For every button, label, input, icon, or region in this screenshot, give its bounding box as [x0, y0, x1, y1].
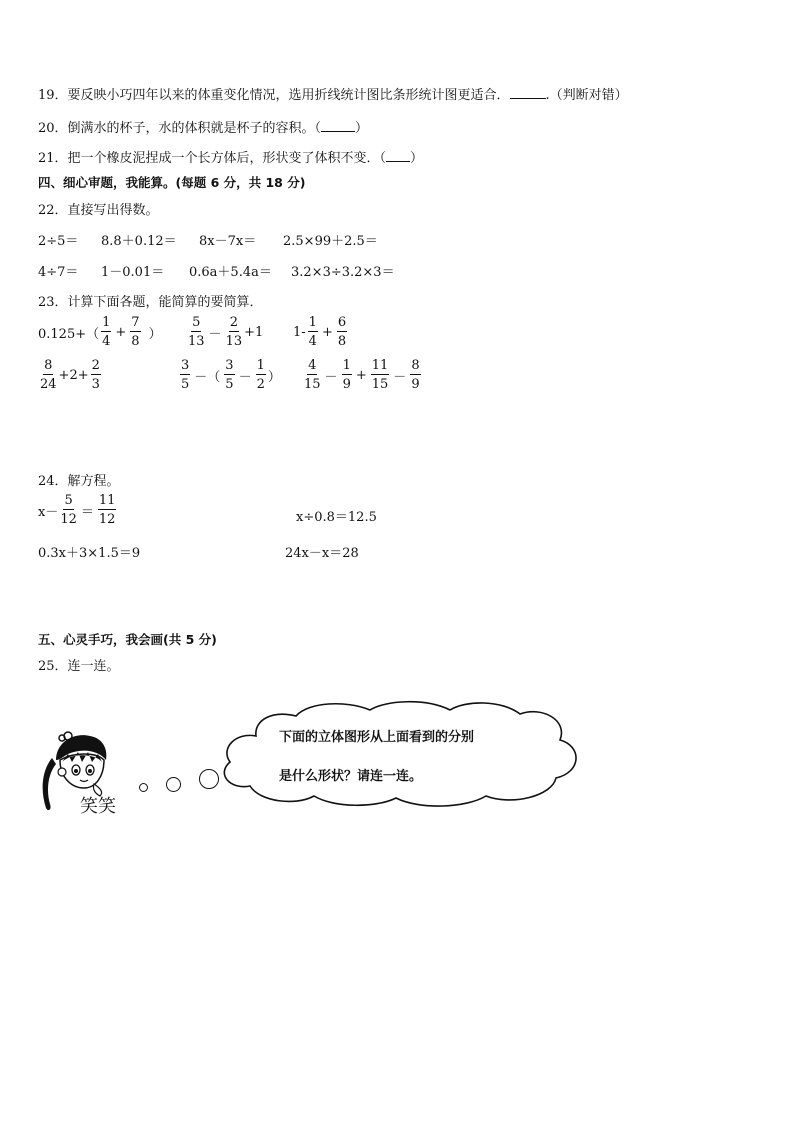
operator: －	[324, 369, 338, 385]
operator: +	[355, 367, 367, 383]
operator: －	[393, 369, 407, 385]
q20-text: 20．倒满水的杯子，水的体积就是杯子的容积。（	[38, 121, 322, 136]
q22-r1-c2: 8.8＋0.12＝	[101, 234, 177, 249]
section-5-title: 五、心灵手巧，我会画(共 5 分)	[38, 632, 217, 647]
fraction: $\frac{1}{4}$	[308, 315, 317, 349]
expr-text: +2+	[58, 367, 89, 383]
fraction: $\frac{11}{12}$	[98, 493, 116, 527]
thought-cloud	[216, 698, 586, 810]
q22-label: 22．直接写出得数。	[38, 203, 159, 218]
q19-text: 19．要反映小巧四年以来的体重变化情况，选用折线统计图比条形统计图更适合．	[38, 88, 510, 103]
q19-tail: .（判断对错）	[545, 88, 628, 103]
q21-tail: ）	[410, 151, 424, 166]
q24-eq-4: 24x－x＝28	[285, 546, 359, 561]
answer-blank[interactable]	[510, 98, 546, 99]
q23-expr-5	[178, 359, 281, 391]
fraction: $\frac{7}{8}$	[131, 315, 140, 349]
expr-text: 0.125+（	[38, 326, 100, 342]
q22-r1-c1: 2÷5＝	[38, 234, 79, 249]
fraction: $\frac{11}{15}$	[371, 358, 389, 392]
q24-label: 24．解方程。	[38, 474, 120, 489]
fraction: $\frac{4}{15}$	[304, 358, 321, 392]
fraction: $\frac{2}{3}$	[91, 358, 100, 392]
thought-dot-medium-icon	[166, 777, 181, 792]
q23-expr-4	[38, 359, 103, 391]
q23-expr-2	[186, 316, 263, 348]
section-4-title: 四、细心审题，我能算。(每题 6 分，共 18 分)	[38, 175, 306, 190]
answer-blank[interactable]	[321, 131, 355, 132]
q23-expr-6	[302, 359, 423, 391]
q21-text: 21．把一个橡皮泥捏成一个长方体后，形状变了体积不变．（	[38, 151, 387, 166]
fraction: $\frac{5}{13}$	[188, 315, 205, 349]
bubble-text-line-1: 下面的立体图形从上面看到的分别	[279, 730, 475, 745]
fraction: $\frac{5}{12}$	[60, 493, 77, 527]
q22-r1-c4: 2.5×99＋2.5＝	[283, 234, 378, 249]
expr-text: ）	[148, 326, 162, 342]
fraction: $\frac{6}{8}$	[337, 315, 347, 349]
q24-eq-1	[38, 494, 118, 526]
thought-dot-small-icon	[139, 783, 148, 792]
q23-expr-3	[293, 316, 349, 348]
expr-text: 1-	[293, 324, 306, 340]
q22-r1-c3: 8x－7x＝	[199, 234, 257, 249]
operator: +	[321, 324, 333, 340]
bubble-text-line-2: 是什么形状？请连一连。	[279, 769, 423, 784]
question-20	[38, 117, 368, 136]
girl-name-label: 笑笑	[80, 796, 116, 817]
q23-expr-1	[38, 316, 162, 348]
q22-r2-c4: 3.2×3÷3.2×3＝	[291, 265, 395, 280]
expr-text: x－	[38, 504, 59, 520]
fraction: $\frac{3}{5}$	[225, 358, 234, 392]
fraction: $\frac{2}{13}$	[225, 315, 243, 349]
question-21	[38, 147, 423, 166]
q24-eq-2: x÷0.8＝12.5	[296, 510, 377, 525]
q25-label: 25．连一连。	[38, 659, 120, 674]
fraction: $\frac{8}{24}$	[40, 358, 57, 392]
q20-tail: ）	[355, 121, 369, 136]
fraction: $\frac{8}{9}$	[411, 358, 420, 392]
fraction: $\frac{1}{9}$	[342, 358, 351, 392]
expr-text: +1	[244, 324, 264, 340]
operator: －	[208, 326, 222, 342]
fraction: $\frac{1}{4}$	[102, 315, 111, 349]
operator: +	[115, 324, 127, 340]
q23-label: 23．计算下面各题，能简算的要简算．	[38, 295, 263, 310]
q22-r2-c2: 1－0.01＝	[101, 265, 165, 280]
fraction: $\frac{1}{2}$	[256, 358, 265, 392]
question-19	[38, 84, 628, 103]
q22-r2-c1: 4÷7＝	[38, 265, 79, 280]
answer-blank[interactable]	[386, 161, 410, 162]
fraction: $\frac{3}{5}$	[181, 358, 190, 392]
cloud-outline-icon	[216, 698, 586, 810]
expr-text: ）	[267, 369, 281, 385]
operator: ＝	[80, 504, 94, 520]
operator: －（	[194, 369, 221, 385]
q24-eq-3: 0.3x＋3×1.5＝9	[38, 546, 141, 561]
q22-r2-c3: 0.6a＋5.4a＝	[189, 265, 272, 280]
operator: －	[238, 369, 252, 385]
